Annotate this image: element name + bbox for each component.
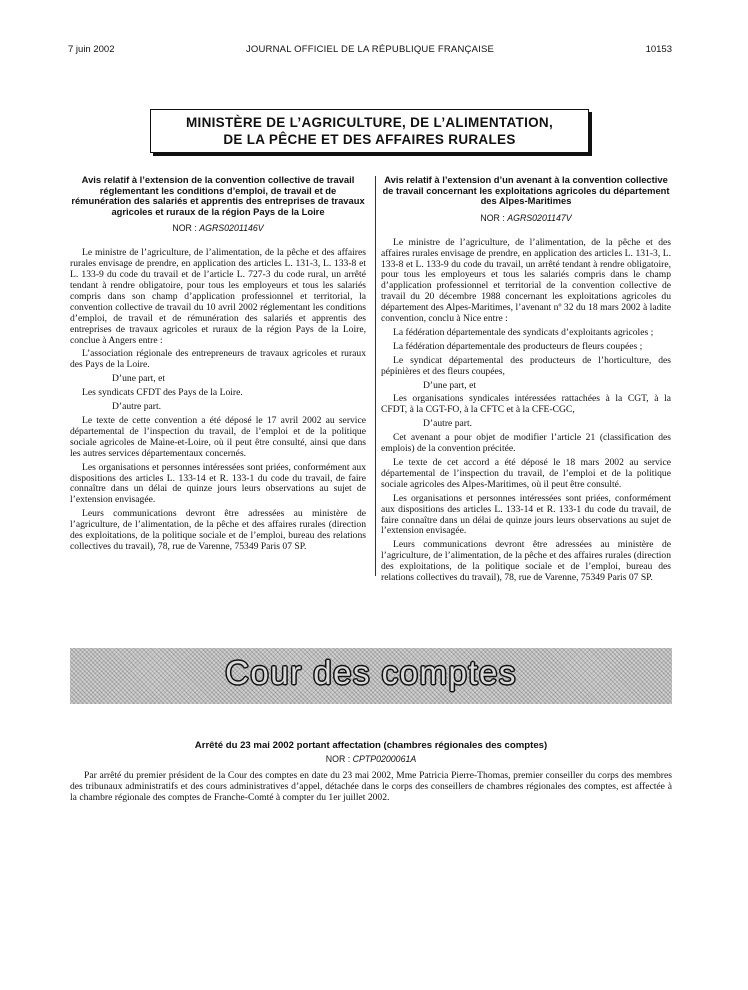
right-paragraph: Les organisations et personnes intéressées sont priées, conformément aux dispositions des articles L. 133-14 et R. 133-1 du code du travail, de faire connaître dans un délai de quinze jours leurs observations au sujet de l’extension envisagée. — [381, 492, 671, 537]
arrete-nor-label: NOR : — [325, 754, 351, 764]
column-divider — [375, 176, 376, 576]
right-nor-label: NOR : — [480, 212, 505, 223]
left-nor-line — [70, 223, 366, 234]
right-paragraph: Les organisations syndicales intéressées rattachées à la CGT, à la CFDT, à la CGT-FO, à la CFTC et à la CFE-CGC, — [381, 393, 671, 416]
arrete-nor-line — [70, 754, 672, 764]
left-party-line: D’autre part. — [112, 401, 162, 413]
left-paragraph: Le texte de cette convention a été déposé le 17 avril 2002 au service départemental de l’inspection du travail, de l’emploi et de la politique sociale agricoles de Maine-et-Loire, où il peut être consulté, ainsi que dans les autres services départementaux concernés. — [70, 414, 366, 459]
left-paragraph: L’association régionale des entrepreneurs de travaux agricoles et ruraux des Pays de la Loire. — [70, 348, 366, 371]
left-nor-label: NOR : — [172, 223, 197, 234]
arrete-title: Arrêté du 23 mai 2002 portant affectation (chambres régionales des comptes) — [194, 740, 548, 751]
right-paragraph: La fédération départementale des producteurs de fleurs coupées ; — [393, 340, 643, 352]
left-column — [70, 175, 366, 556]
left-nor-code: AGRS0201146V — [199, 223, 264, 234]
right-paragraph: Le ministre de l’agriculture, de l’alimentation, de la pêche et des affaires rurales envisage de prendre, en application des articles L. 131-3, L. 133-8 et L. 133-9 du code du travail, un arrêté tendant à rendre obligatoire, pour tous les employeurs et tous les salariés compris dans le champ d’application professionnel et territorial de la convention collective de travail du 20 décembre 1988 concernant les exploitations agricoles du département des Alpes-Maritimes, l’avenant nº 32 du 18 mars 2002 à ladite convention, conclu à Nice entre : — [381, 236, 671, 325]
ministry-title-box — [150, 109, 589, 153]
header-journal-title: JOURNAL OFFICIEL DE LA RÉPUBLIQUE FRANÇAISE — [245, 44, 495, 55]
cour-des-comptes-banner — [70, 648, 672, 704]
header-date: 7 juin 2002 — [68, 44, 115, 55]
left-paragraph: Les syndicats CFDT des Pays de la Loire. — [82, 387, 243, 399]
right-nor-line — [381, 213, 671, 224]
ministry-title-line1: MINISTÈRE DE L’AGRICULTURE, DE L’ALIMENTATION, — [185, 115, 554, 130]
page-header — [68, 44, 672, 58]
left-paragraph: Leurs communications devront être adressées au ministère de l’agriculture, de l’alimentation, de la pêche et des affaires rurales (direction des exploitations, de la politique sociale et de l’emploi, bureau des relations collectives du travail), 78, rue de Varenne, 75349 Paris 07 SP. — [70, 508, 366, 552]
right-column — [381, 175, 671, 587]
left-notice-title: Avis relatif à l’extension de la convention collective de travail réglementant les conditions d’emploi, de travail et de rémunération des salariés et apprentis des entreprises de travaux agricoles et ruraux de la région Pays de la Loire — [71, 174, 365, 217]
ministry-title-line2: DE LA PÊCHE ET DES AFFAIRES RURALES — [223, 132, 516, 147]
left-paragraph: Les organisations et personnes intéressées sont priées, conformément aux dispositions des articles L. 133-14 et R. 133-1 du code du travail, de faire connaître dans un délai de quinze jours leurs observations au sujet de l’extension envisagée. — [70, 461, 366, 506]
right-paragraph: Cet avenant a pour objet de modifier l’article 21 (classification des emplois) de la convention précitée. — [381, 432, 671, 455]
right-party-line: D’une part, et — [423, 379, 477, 391]
arrete-body: Par arrêté du premier président de la Cour des comptes en date du 23 mai 2002, Mme Patricia Pierre-Thomas, premier conseiller du corps des membres des tribunaux administratifs et des cours administratives d’appel, détachée dans le corps des conseillers de chambres régionales des comptes, est affectée à la chambre régionale des comptes de Franche-Comté à compter du 1er juillet 2002. — [70, 770, 672, 803]
header-page-number: 10153 — [645, 44, 672, 55]
right-notice-title: Avis relatif à l’extension d’un avenant à la convention collective de travail concernant les exploitations agricoles du département des Alpes-Maritimes — [382, 174, 670, 207]
right-nor-code: AGRS0201147V — [507, 212, 572, 223]
right-paragraph: La fédération départementale des syndicats d’exploitants agricoles ; — [393, 326, 654, 338]
right-paragraph: Le syndicat départemental des producteurs de l’horticulture, des pépinières et des fleurs coupées, — [381, 354, 671, 377]
right-party-line: D’autre part. — [423, 418, 473, 430]
left-paragraph: Le ministre de l’agriculture, de l’alimentation, de la pêche et des affaires rurales envisage de prendre, en application des articles L. 131-3, L. 133-8 et L. 133-9 du code du travail et de l’article L. 727-3 du code rural, un arrêté tendant à rendre obligatoire, pour tous les employeurs et tous les salariés compris dans son champ d’application professionnel et territorial, la convention collective de travail du 10 avril 2002 réglementant les conditions d’emploi, de travail et de rémunération des salariés et apprentis des entreprises de travaux agricoles et ruraux de la région Pays de la Loire, conclue à Angers entre : — [70, 247, 366, 346]
right-paragraph: Le texte de cet accord a été déposé le 18 mars 2002 au service départemental de l’inspection du travail, de l’emploi et de la politique sociale agricoles des Alpes-Maritimes, où il peut être consulté. — [381, 457, 671, 490]
banner-title: Cour des comptes — [225, 654, 517, 691]
arrete-nor-code: CPTP0200061A — [352, 754, 417, 764]
left-party-line: D’une part, et — [112, 373, 166, 385]
right-paragraph: Leurs communications devront être adressées au ministère de l’agriculture, de l’alimentation, de la pêche et des affaires rurales (direction des exploitations, de la politique sociale et de l’emploi, bureau des relations collectives du travail), 78, rue de Varenne, 75349 Paris 07 SP. — [381, 539, 671, 584]
